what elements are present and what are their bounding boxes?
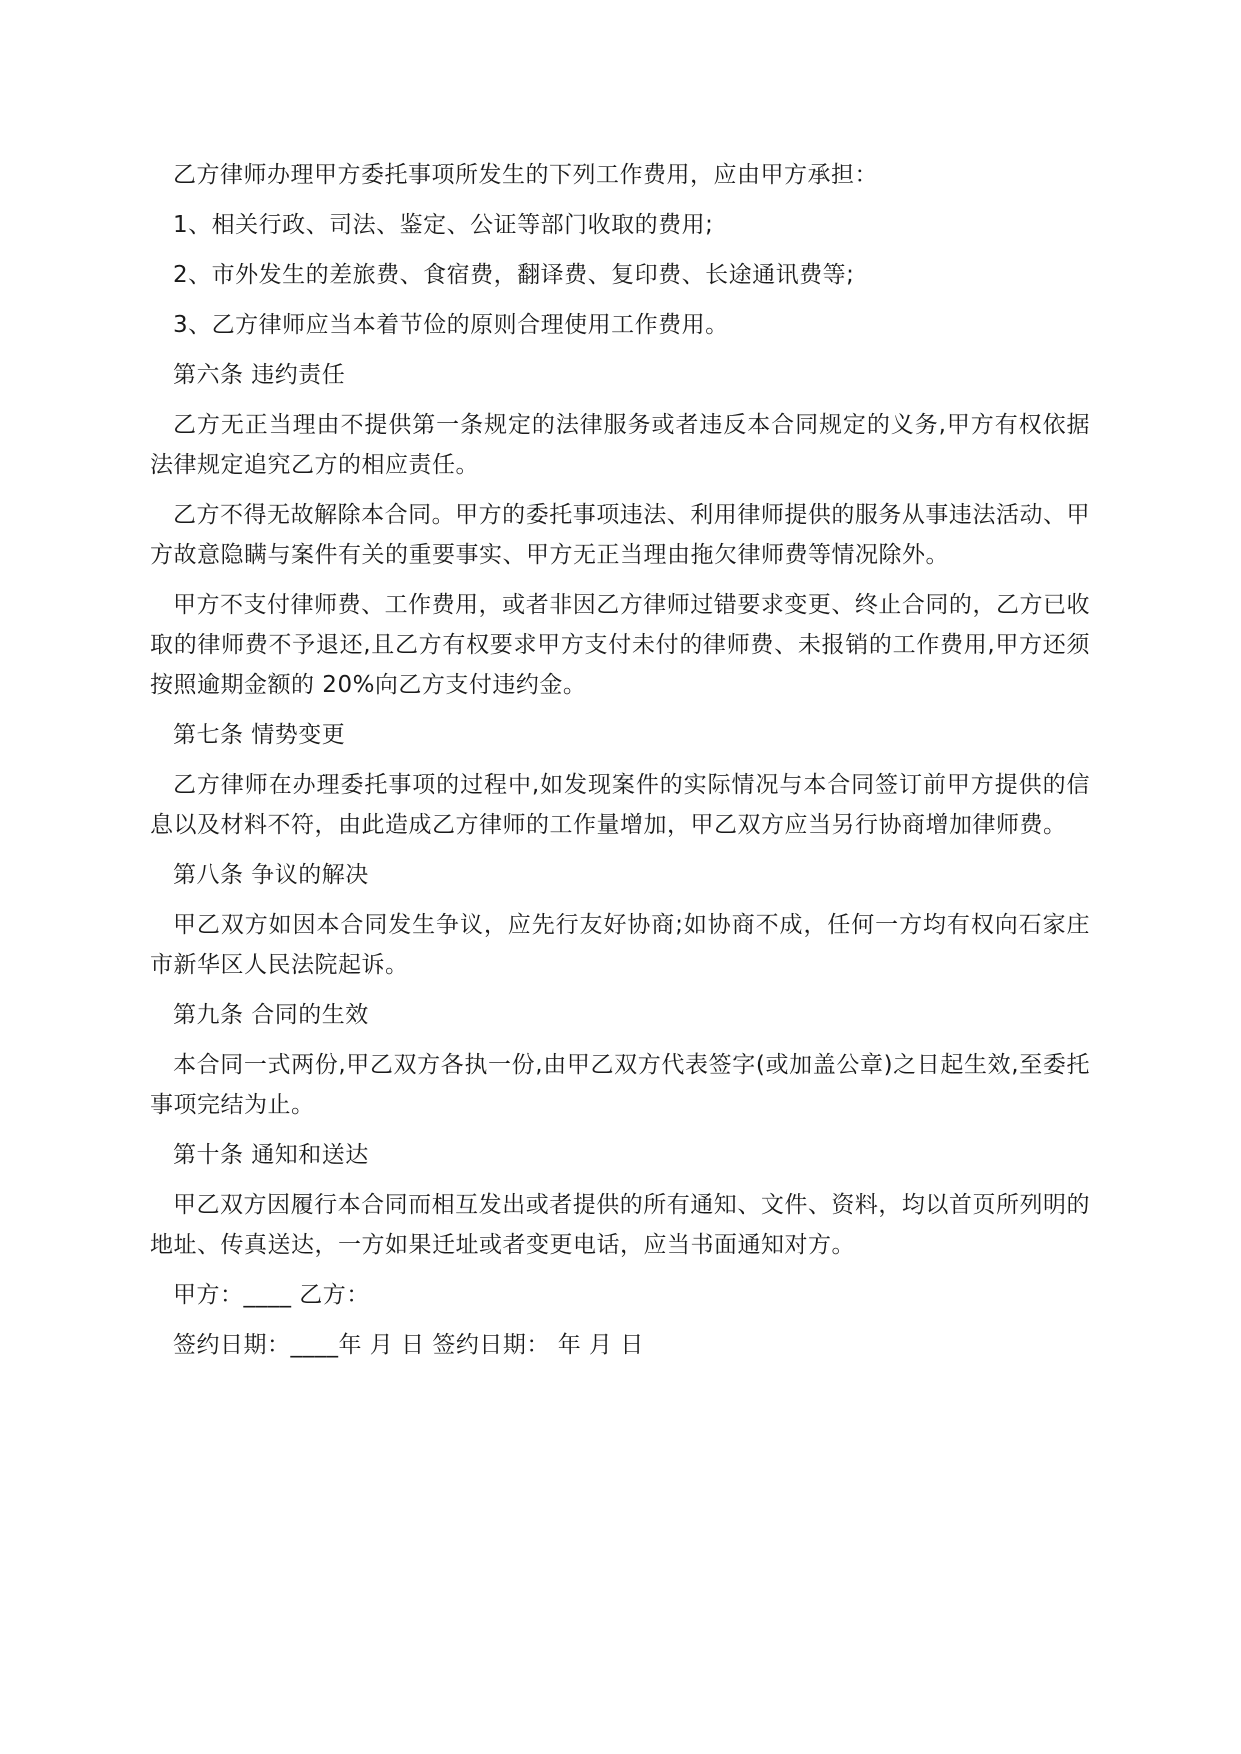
paragraph-article-6-c: 甲方不支付律师费、工作费用，或者非因乙方律师过错要求变更、终止合同的，乙方已收取的律师费不予退还,且乙方有权要求甲方支付未付的律师费、未报销的工作费用,甲方还须按照逾期金额的 20%向乙方支付违约金。	[150, 592, 1090, 698]
paragraph-article-8: 甲乙双方如因本合同发生争议，应先行友好协商;如协商不成，任何一方均有权向石家庄市新华区人民法院起诉。	[150, 912, 1090, 978]
heading-article-9: 第九条 合同的生效	[173, 1002, 369, 1028]
paragraph-article-9: 本合同一式两份,甲乙双方各执一份,由甲乙双方代表签字(或加盖公章)之日起生效,至委托事项完结为止。	[150, 1052, 1090, 1118]
heading-article-10: 第十条 通知和送达	[173, 1142, 369, 1168]
document-body	[150, 155, 1090, 1375]
signature-date-line: 签约日期：____年 月 日 签约日期： 年 月 日	[173, 1332, 644, 1358]
paragraph-article-7: 乙方律师在办理委托事项的过程中,如发现案件的实际情况与本合同签订前甲方提供的信息以及材料不符，由此造成乙方律师的工作量增加，甲乙双方应当另行协商增加律师费。	[150, 772, 1090, 838]
paragraph-article-6-b: 乙方不得无故解除本合同。甲方的委托事项违法、利用律师提供的服务从事违法活动、甲方故意隐瞒与案件有关的重要事实、甲方无正当理由拖欠律师费等情况除外。	[150, 502, 1090, 568]
paragraph-fee-item-3: 3、乙方律师应当本着节俭的原则合理使用工作费用。	[173, 312, 729, 338]
heading-article-7: 第七条 情势变更	[173, 722, 346, 748]
heading-article-8: 第八条 争议的解决	[173, 862, 369, 888]
paragraph-fee-intro: 乙方律师办理甲方委托事项所发生的下列工作费用，应由甲方承担：	[173, 162, 878, 188]
paragraph-article-6-a: 乙方无正当理由不提供第一条规定的法律服务或者违反本合同规定的义务,甲方有权依据法律规定追究乙方的相应责任。	[150, 412, 1090, 478]
signature-parties-line: 甲方：____ 乙方：	[173, 1282, 370, 1308]
paragraph-fee-item-2: 2、市外发生的差旅费、食宿费，翻译费、复印费、长途通讯费等;	[173, 262, 855, 288]
paragraph-fee-item-1: 1、相关行政、司法、鉴定、公证等部门收取的费用;	[173, 212, 714, 238]
heading-article-6: 第六条 违约责任	[173, 362, 346, 388]
paragraph-article-10: 甲乙双方因履行本合同而相互发出或者提供的所有通知、文件、资料，均以首页所列明的地址、传真送达，一方如果迁址或者变更电话，应当书面通知对方。	[150, 1192, 1090, 1258]
